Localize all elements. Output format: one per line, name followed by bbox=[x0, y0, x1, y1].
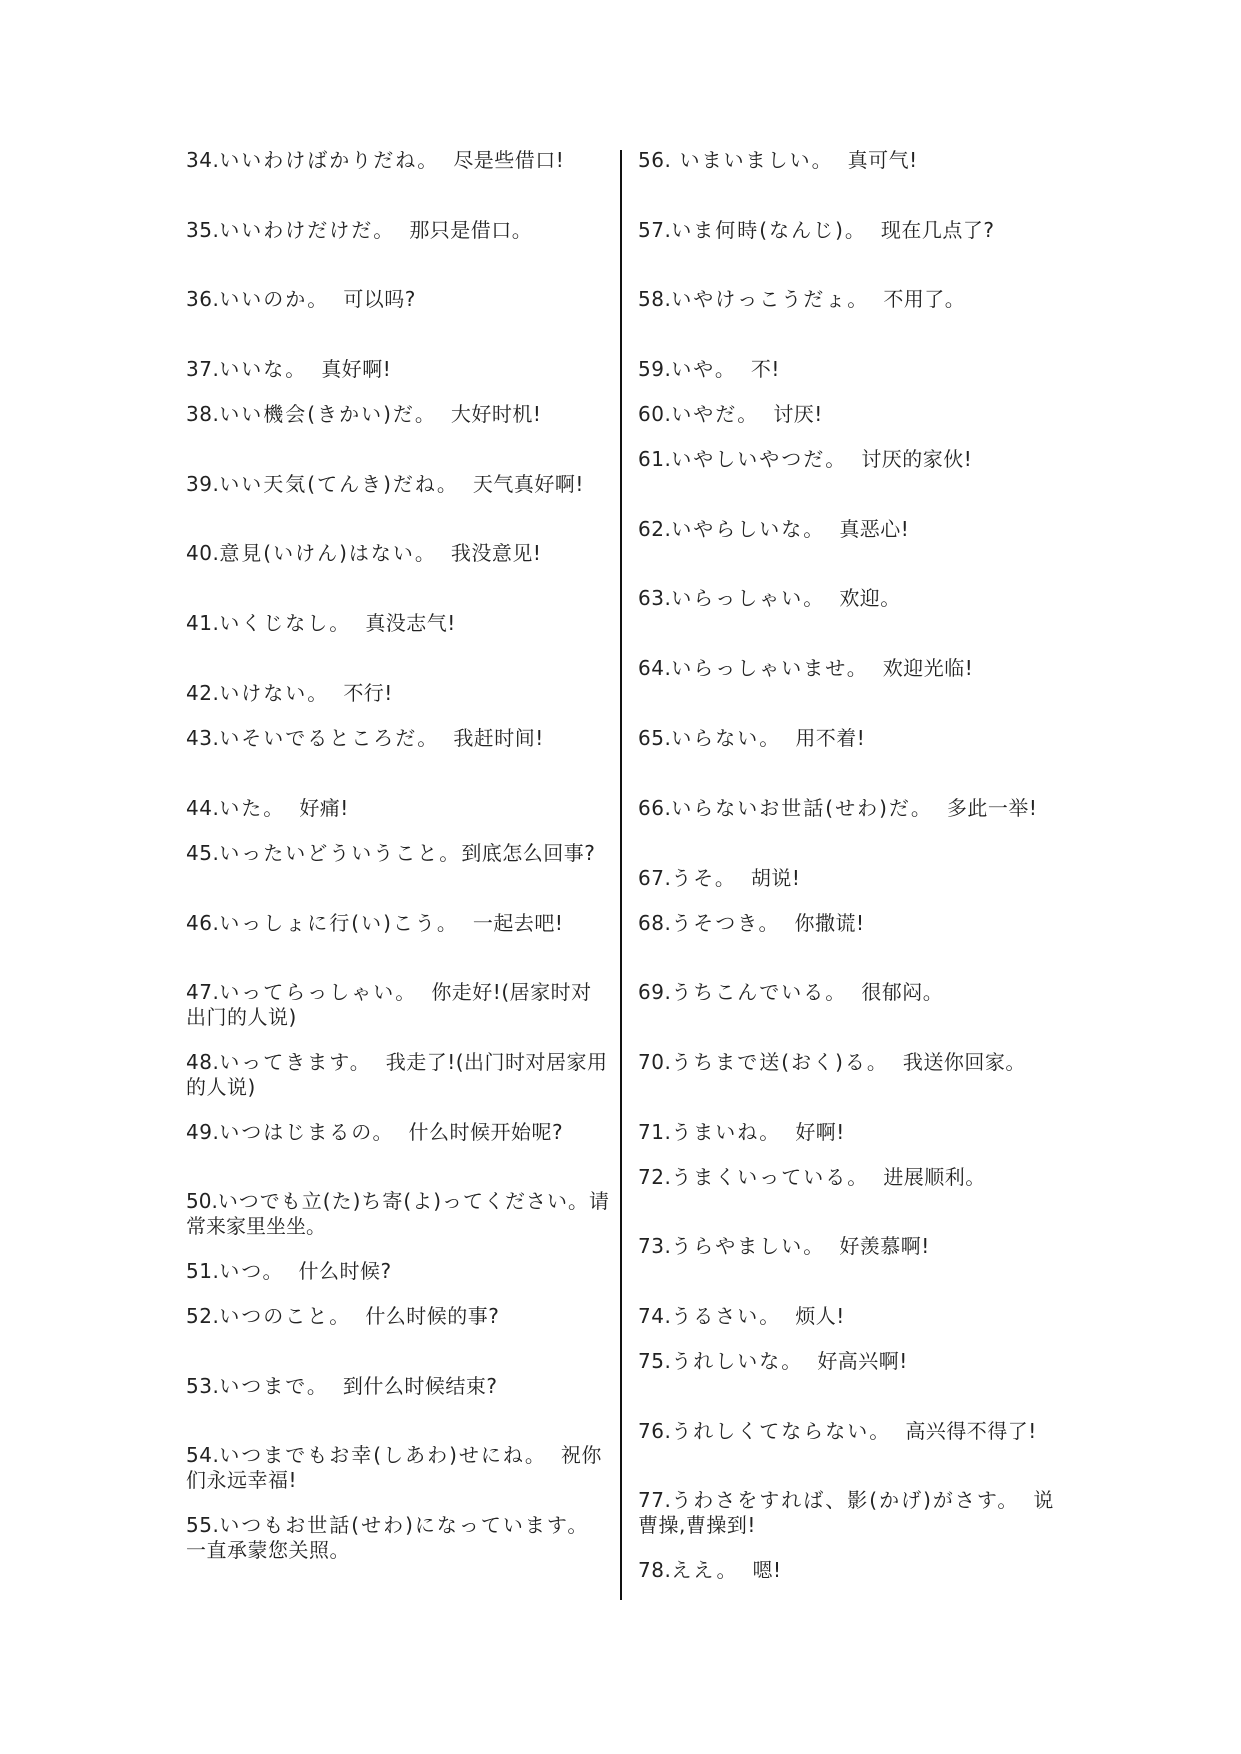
entry-number: 76. bbox=[638, 1419, 672, 1443]
phrase-entry bbox=[638, 218, 1063, 243]
japanese-phrase: いた。 bbox=[219, 796, 286, 820]
chinese-translation: 那只是借口。 bbox=[409, 218, 533, 242]
phrase-entry bbox=[186, 681, 611, 706]
japanese-phrase: うわさをすれば、影(かげ)がさす。 bbox=[671, 1488, 1020, 1512]
japanese-phrase: いらっしゃい。 bbox=[671, 586, 826, 610]
chinese-translation: 好高兴啊! bbox=[817, 1349, 908, 1373]
chinese-translation: 大好时机! bbox=[450, 402, 542, 426]
entry-number: 57. bbox=[638, 218, 672, 242]
entry-number: 68. bbox=[638, 911, 672, 935]
phrase-entry bbox=[186, 611, 611, 636]
chinese-translation: 用不着! bbox=[795, 726, 866, 750]
entry-number: 36. bbox=[186, 287, 220, 311]
chinese-translation: 嗯! bbox=[752, 1558, 782, 1582]
japanese-phrase: いらっしゃいませ。 bbox=[671, 656, 869, 680]
phrase-entry bbox=[186, 1443, 611, 1493]
chinese-translation: 我送你回家。 bbox=[902, 1050, 1026, 1074]
entry-number: 60. bbox=[638, 402, 672, 426]
japanese-phrase: いつはじまるの。 bbox=[219, 1120, 395, 1144]
entry-number: 78. bbox=[638, 1558, 672, 1582]
entry-number: 61. bbox=[638, 447, 672, 471]
chinese-translation: 祝你们永远幸福! bbox=[186, 1443, 602, 1492]
entry-number: 62. bbox=[638, 517, 672, 541]
japanese-phrase: いったいどういうこと。 bbox=[219, 841, 462, 865]
phrase-entry bbox=[638, 287, 1063, 312]
japanese-phrase: いやけっこうだょ。 bbox=[671, 287, 870, 311]
japanese-phrase: いつのこと。 bbox=[219, 1304, 352, 1328]
phrase-entry bbox=[186, 1304, 611, 1329]
japanese-phrase: いやしいやつだ。 bbox=[671, 447, 848, 471]
japanese-phrase: いやだ。 bbox=[671, 402, 760, 426]
japanese-phrase: うるさい。 bbox=[671, 1304, 782, 1328]
chinese-translation: 尽是些借口! bbox=[453, 148, 565, 172]
japanese-phrase: いまいましい。 bbox=[671, 148, 834, 172]
phrase-entry bbox=[186, 1189, 611, 1239]
japanese-phrase: いいのか。 bbox=[219, 287, 330, 311]
chinese-translation: 欢迎。 bbox=[839, 586, 901, 610]
entry-number: 65. bbox=[638, 726, 672, 750]
entry-number: 34. bbox=[186, 148, 220, 172]
entry-number: 42. bbox=[186, 681, 220, 705]
japanese-phrase: いま何時(なんじ)。 bbox=[671, 218, 867, 242]
phrase-entry bbox=[638, 402, 1063, 427]
phrase-entry bbox=[638, 1234, 1063, 1259]
chinese-translation: 好羡慕啊! bbox=[839, 1234, 930, 1258]
phrase-entry bbox=[638, 517, 1063, 542]
chinese-translation: 一起去吧! bbox=[472, 911, 564, 935]
phrase-entry bbox=[186, 472, 611, 497]
japanese-phrase: いくじなし。 bbox=[219, 611, 352, 635]
entry-number: 73. bbox=[638, 1234, 672, 1258]
phrase-entry bbox=[186, 148, 611, 173]
phrase-entry bbox=[638, 148, 1063, 173]
japanese-phrase: いい機会(きかい)だ。 bbox=[219, 402, 437, 426]
phrase-entry bbox=[186, 796, 611, 821]
entry-number: 49. bbox=[186, 1120, 220, 1144]
entry-number: 75. bbox=[638, 1349, 672, 1373]
japanese-phrase: いいわけばかりだね。 bbox=[219, 148, 440, 172]
entry-number: 35. bbox=[186, 218, 220, 242]
chinese-translation: 什么时候的事? bbox=[365, 1304, 500, 1328]
phrase-entry bbox=[638, 586, 1063, 611]
entry-number: 67. bbox=[638, 866, 672, 890]
chinese-translation: 你走好!(居家时对出门的人说) bbox=[186, 980, 592, 1029]
phrase-entry bbox=[638, 1304, 1063, 1329]
japanese-phrase: いけない。 bbox=[219, 681, 330, 705]
phrase-entry bbox=[186, 541, 611, 566]
chinese-translation: 真恶心! bbox=[839, 517, 910, 541]
chinese-translation: 不! bbox=[750, 357, 780, 381]
japanese-phrase: うちこんでいる。 bbox=[671, 980, 848, 1004]
japanese-phrase: ええ。 bbox=[671, 1558, 739, 1582]
entry-number: 54. bbox=[186, 1443, 220, 1467]
chinese-translation: 真可气! bbox=[847, 148, 918, 172]
japanese-phrase: うれしいな。 bbox=[671, 1349, 804, 1373]
entry-number: 56. bbox=[638, 148, 672, 172]
chinese-translation: 讨厌的家伙! bbox=[861, 447, 973, 471]
phrase-entry bbox=[638, 1419, 1063, 1444]
chinese-translation: 天气真好啊! bbox=[472, 472, 584, 496]
phrase-entry bbox=[638, 980, 1063, 1005]
phrase-entry bbox=[638, 796, 1063, 821]
entry-number: 66. bbox=[638, 796, 672, 820]
japanese-phrase: うそつき。 bbox=[671, 911, 781, 935]
phrase-entry bbox=[186, 1259, 611, 1284]
entry-number: 41. bbox=[186, 611, 220, 635]
entry-number: 74. bbox=[638, 1304, 672, 1328]
entry-number: 58. bbox=[638, 287, 672, 311]
entry-number: 69. bbox=[638, 980, 672, 1004]
japanese-phrase: うそ。 bbox=[671, 866, 737, 890]
entry-number: 64. bbox=[638, 656, 672, 680]
chinese-translation: 胡说! bbox=[750, 866, 801, 890]
chinese-translation: 欢迎光临! bbox=[882, 656, 974, 680]
chinese-translation: 进展顺利。 bbox=[883, 1165, 986, 1189]
phrase-entry bbox=[638, 447, 1063, 472]
entry-number: 53. bbox=[186, 1374, 220, 1398]
japanese-phrase: いいな。 bbox=[219, 357, 308, 381]
entry-number: 44. bbox=[186, 796, 220, 820]
phrase-entry bbox=[638, 1165, 1063, 1190]
phrase-entry bbox=[638, 1349, 1063, 1374]
japanese-phrase: いらない。 bbox=[671, 726, 782, 750]
chinese-translation: 你撒谎! bbox=[794, 911, 865, 935]
phrase-entry bbox=[186, 1050, 611, 1100]
entry-number: 46. bbox=[186, 911, 220, 935]
entry-number: 50. bbox=[186, 1189, 218, 1213]
japanese-phrase: うまくいっている。 bbox=[671, 1165, 870, 1189]
phrase-entry bbox=[638, 1120, 1063, 1145]
entry-number: 45. bbox=[186, 841, 220, 865]
entry-number: 40. bbox=[186, 541, 220, 565]
entry-number: 72. bbox=[638, 1165, 672, 1189]
phrase-entry bbox=[638, 726, 1063, 751]
chinese-translation: 很郁闷。 bbox=[861, 980, 944, 1004]
japanese-phrase: いい天気(てんき)だね。 bbox=[219, 472, 459, 496]
entry-number: 51. bbox=[186, 1259, 220, 1283]
phrase-entry bbox=[186, 218, 611, 243]
entry-number: 47. bbox=[186, 980, 220, 1004]
chinese-translation: 我没意见! bbox=[450, 541, 542, 565]
phrase-entry bbox=[638, 1050, 1063, 1075]
chinese-translation: 什么时候开始呢? bbox=[408, 1120, 564, 1144]
phrase-entry bbox=[638, 866, 1063, 891]
japanese-phrase: いってきます。 bbox=[219, 1050, 372, 1074]
japanese-phrase: いつでも立(た)ち寄(よ)ってください。 bbox=[217, 1189, 590, 1213]
chinese-translation: 我赶时间! bbox=[453, 726, 544, 750]
chinese-translation: 到底怎么回事? bbox=[461, 841, 596, 865]
chinese-translation: 烦人! bbox=[795, 1304, 845, 1328]
japanese-phrase: いや。 bbox=[671, 357, 737, 381]
entry-number: 63. bbox=[638, 586, 672, 610]
chinese-translation: 一直承蒙您关照。 bbox=[186, 1538, 350, 1562]
chinese-translation: 不行! bbox=[343, 681, 393, 705]
chinese-translation: 真没志气! bbox=[365, 611, 456, 635]
phrase-entry bbox=[186, 980, 611, 1030]
chinese-translation: 好痛! bbox=[299, 796, 349, 820]
japanese-phrase: うらやましい。 bbox=[671, 1234, 826, 1258]
japanese-phrase: いそいでるところだ。 bbox=[219, 726, 440, 750]
entry-number: 59. bbox=[638, 357, 672, 381]
chinese-translation: 现在几点了? bbox=[880, 218, 995, 242]
phrase-entry bbox=[638, 1558, 1063, 1583]
entry-number: 55. bbox=[186, 1513, 220, 1537]
phrase-entry bbox=[186, 1374, 611, 1399]
japanese-phrase: 意見(いけん)はない。 bbox=[219, 541, 437, 565]
japanese-phrase: いつまで。 bbox=[219, 1374, 329, 1398]
japanese-phrase: うまいね。 bbox=[671, 1120, 782, 1144]
japanese-phrase: いつまでもお幸(しあわ)せにね。 bbox=[219, 1443, 547, 1467]
chinese-translation: 什么时候? bbox=[298, 1259, 392, 1283]
phrase-entry bbox=[638, 357, 1063, 382]
chinese-translation: 可以吗? bbox=[343, 287, 416, 311]
japanese-phrase: うちまで送(おく)る。 bbox=[671, 1050, 889, 1074]
japanese-phrase: いつもお世話(せわ)になっています。 bbox=[219, 1513, 590, 1537]
phrase-entry bbox=[186, 357, 611, 382]
japanese-phrase: いってらっしゃい。 bbox=[219, 980, 418, 1004]
entry-number: 71. bbox=[638, 1120, 672, 1144]
phrase-entry bbox=[186, 1120, 611, 1145]
japanese-phrase: いらないお世話(せわ)だ。 bbox=[671, 796, 933, 820]
phrase-entry bbox=[186, 402, 611, 427]
japanese-phrase: うれしくてならない。 bbox=[671, 1419, 892, 1443]
phrase-entry bbox=[638, 656, 1063, 681]
phrase-entry bbox=[186, 911, 611, 936]
chinese-translation: 高兴得不得了! bbox=[905, 1419, 1037, 1443]
entry-number: 38. bbox=[186, 402, 220, 426]
phrase-entry bbox=[638, 1488, 1063, 1538]
phrase-entry bbox=[638, 911, 1063, 936]
chinese-translation: 说曹操,曹操到! bbox=[638, 1488, 1054, 1537]
chinese-translation: 讨厌! bbox=[773, 402, 823, 426]
japanese-phrase: いやらしいな。 bbox=[671, 517, 826, 541]
chinese-translation: 不用了。 bbox=[883, 287, 966, 311]
entry-number: 39. bbox=[186, 472, 220, 496]
chinese-translation: 到什么时候结束? bbox=[342, 1374, 498, 1398]
phrase-entry bbox=[186, 841, 611, 866]
chinese-translation: 我走了!(出门时对居家用的人说) bbox=[186, 1050, 608, 1099]
column-divider bbox=[620, 150, 622, 1600]
entry-number: 48. bbox=[186, 1050, 220, 1074]
entry-number: 52. bbox=[186, 1304, 220, 1328]
chinese-translation: 真好啊! bbox=[321, 357, 392, 381]
phrase-entry bbox=[186, 287, 611, 312]
chinese-translation: 请常来家里坐坐。 bbox=[186, 1189, 610, 1238]
phrase-entry bbox=[186, 1513, 611, 1563]
japanese-phrase: いつ。 bbox=[219, 1259, 285, 1283]
japanese-phrase: いいわけだけだ。 bbox=[219, 218, 396, 242]
entry-number: 37. bbox=[186, 357, 220, 381]
entry-number: 70. bbox=[638, 1050, 672, 1074]
phrase-entry bbox=[186, 726, 611, 751]
entry-number: 43. bbox=[186, 726, 220, 750]
japanese-phrase: いっしょに行(い)こう。 bbox=[219, 911, 459, 935]
chinese-translation: 好啊! bbox=[795, 1120, 845, 1144]
chinese-translation: 多此一举! bbox=[946, 796, 1038, 820]
entry-number: 77. bbox=[638, 1488, 672, 1512]
